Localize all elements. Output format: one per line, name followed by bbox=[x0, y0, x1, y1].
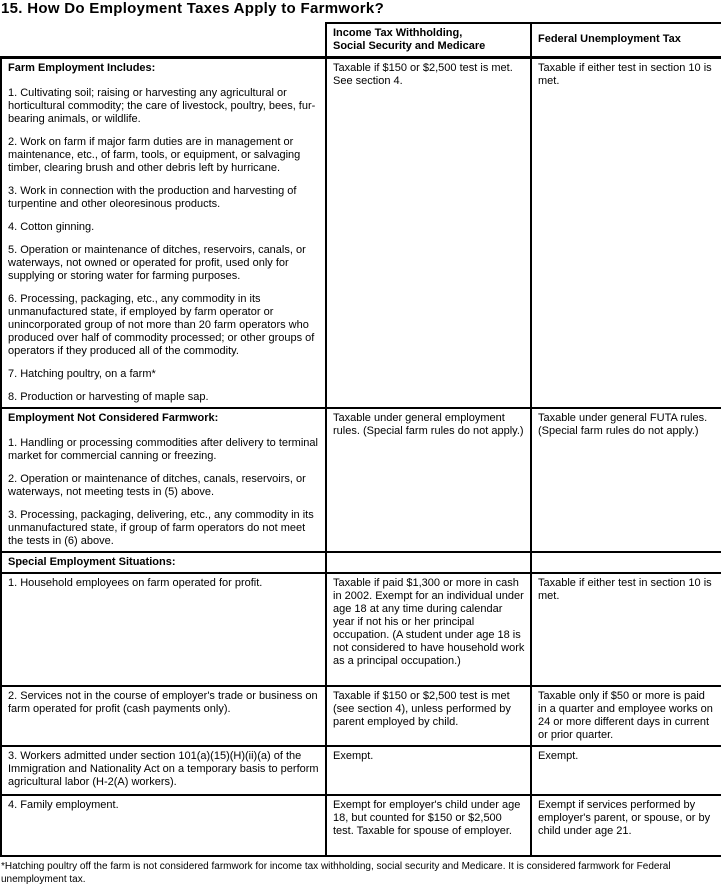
farm-includes-item-4: 4. Cotton ginning. bbox=[8, 220, 95, 233]
special-row-family bbox=[1, 795, 721, 856]
farm-includes-income-tax-cell: Taxable if $150 or $2,500 test is met. See section 4. bbox=[326, 57, 531, 408]
farm-includes-row bbox=[1, 57, 721, 408]
farm-includes-heading: Farm Employment Includes: bbox=[8, 61, 156, 74]
special-h2a-income-tax-cell: Exempt. bbox=[326, 746, 531, 795]
not-farmwork-item-3: 3. Processing, packaging, delivering, etc., any commodity in its unmanufactured state, if group of farm operators do not meet the tests in (6) above. bbox=[8, 508, 314, 547]
special-services-income-tax-cell: Taxable if $150 or $2,500 test is met (see section 4), unless performed by parent employed by child. bbox=[326, 686, 531, 746]
farm-includes-item-7: 7. Hatching poultry, on a farm* bbox=[8, 367, 156, 380]
special-heading-empty-income-tax-cell bbox=[326, 552, 531, 573]
farm-includes-cell bbox=[1, 57, 326, 408]
special-family-income-tax-cell: Exempt for employer's child under age 18, but counted for $150 or $2,500 test. Taxable for spouse of employer. bbox=[326, 795, 531, 856]
farm-includes-item-3: 3. Work in connection with the production and harvesting of turpentine and other oleoresinous products. bbox=[8, 184, 297, 210]
not-farmwork-cell bbox=[1, 408, 326, 552]
not-farmwork-futa-cell: Taxable under general FUTA rules. (Special farm rules do not apply.) bbox=[531, 408, 721, 552]
header-row bbox=[1, 23, 721, 57]
special-row-h2a-workers bbox=[1, 746, 721, 795]
special-household-futa-cell: Taxable if either test in section 10 is met. bbox=[531, 573, 721, 686]
not-farmwork-heading: Employment Not Considered Farmwork: bbox=[8, 411, 219, 424]
page-title: 15. How Do Employment Taxes Apply to Farmwork? bbox=[1, 0, 385, 17]
farm-includes-item-5: 5. Operation or maintenance of ditches, reservoirs, canals, or waterways, not owned or operated for profit, used only for supplying or storing water for farming purposes. bbox=[8, 243, 306, 282]
special-services-futa-cell: Taxable only if $50 or more is paid in a quarter and employee works on 24 or more different days in current or prior quarter. bbox=[531, 686, 721, 746]
not-farmwork-income-tax-cell: Taxable under general employment rules. (Special farm rules do not apply.) bbox=[326, 408, 531, 552]
farm-includes-item-8: 8. Production or harvesting of maple sap. bbox=[8, 390, 209, 403]
special-row-services bbox=[1, 686, 721, 746]
col-header-futa-label: Federal Unemployment Tax bbox=[538, 33, 681, 46]
special-row-household bbox=[1, 573, 721, 686]
special-services-situation-cell: 2. Services not in the course of employer's trade or business on farm operated for profit (cash payments only). bbox=[1, 686, 326, 746]
not-farmwork-row bbox=[1, 408, 721, 552]
special-household-income-tax-cell: Taxable if paid $1,300 or more in cash in 2002. Exempt for an individual under age 18 at any time during calendar year if not his or her principal occupation. (A student under age 18 is not considered to have household work as a principal occupation.) bbox=[326, 573, 531, 686]
special-situations-heading-cell bbox=[1, 552, 326, 573]
farm-includes-item-6: 6. Processing, packaging, etc., any commodity in its unmanufactured state, if employed by farm operator or unincorporated group of not more than 20 farm operators who produced over half of commodity processed; or other groups of operators if they produced all of the commodity. bbox=[8, 292, 315, 357]
table-footnote: *Hatching poultry off the farm is not considered farmwork for income tax withholding, social security and Medicare. It is considered farmwork for Federal unemployment tax. bbox=[1, 861, 671, 885]
not-farmwork-item-2: 2. Operation or maintenance of ditches, canals, reservoirs, or waterways, not meeting tests in (5) above. bbox=[8, 472, 306, 498]
special-family-futa-cell: Exempt if services performed by employer's parent, or spouse, or by child under age 21. bbox=[531, 795, 721, 856]
special-situations-heading-row bbox=[1, 552, 721, 573]
special-h2a-situation-cell: 3. Workers admitted under section 101(a)(15)(H)(ii)(a) of the Immigration and Nationality Act on a temporary basis to perform agricultural labor (H-2(A) workers). bbox=[1, 746, 326, 795]
corner-cell bbox=[1, 23, 326, 57]
col-header-income-tax-line1: Income Tax Withholding, bbox=[333, 26, 463, 39]
special-situations-heading: Special Employment Situations: bbox=[8, 555, 176, 568]
col-header-income-tax bbox=[326, 23, 531, 57]
farm-includes-item-1: 1. Cultivating soil; raising or harvesting any agricultural or horticultural commodity; the care of livestock, poultry, bees, fur-bearing animals, or wildlife. bbox=[8, 86, 316, 125]
farm-includes-item-2: 2. Work on farm if major farm duties are in management or maintenance, etc., of farm, tools, or equipment, or salvaging timber, clearing brush and other debris left by hurricane. bbox=[8, 135, 301, 174]
special-heading-empty-futa-cell bbox=[531, 552, 721, 573]
employment-tax-table bbox=[0, 22, 721, 857]
special-household-situation-cell: 1. Household employees on farm operated for profit. bbox=[1, 573, 326, 686]
farm-includes-futa-cell: Taxable if either test in section 10 is met. bbox=[531, 57, 721, 408]
col-header-futa bbox=[531, 23, 721, 57]
col-header-income-tax-line2: Social Security and Medicare bbox=[333, 39, 486, 52]
special-family-situation-cell: 4. Family employment. bbox=[1, 795, 326, 856]
not-farmwork-item-1: 1. Handling or processing commodities after delivery to terminal market for commercial canning or freezing. bbox=[8, 436, 318, 462]
special-h2a-futa-cell: Exempt. bbox=[531, 746, 721, 795]
